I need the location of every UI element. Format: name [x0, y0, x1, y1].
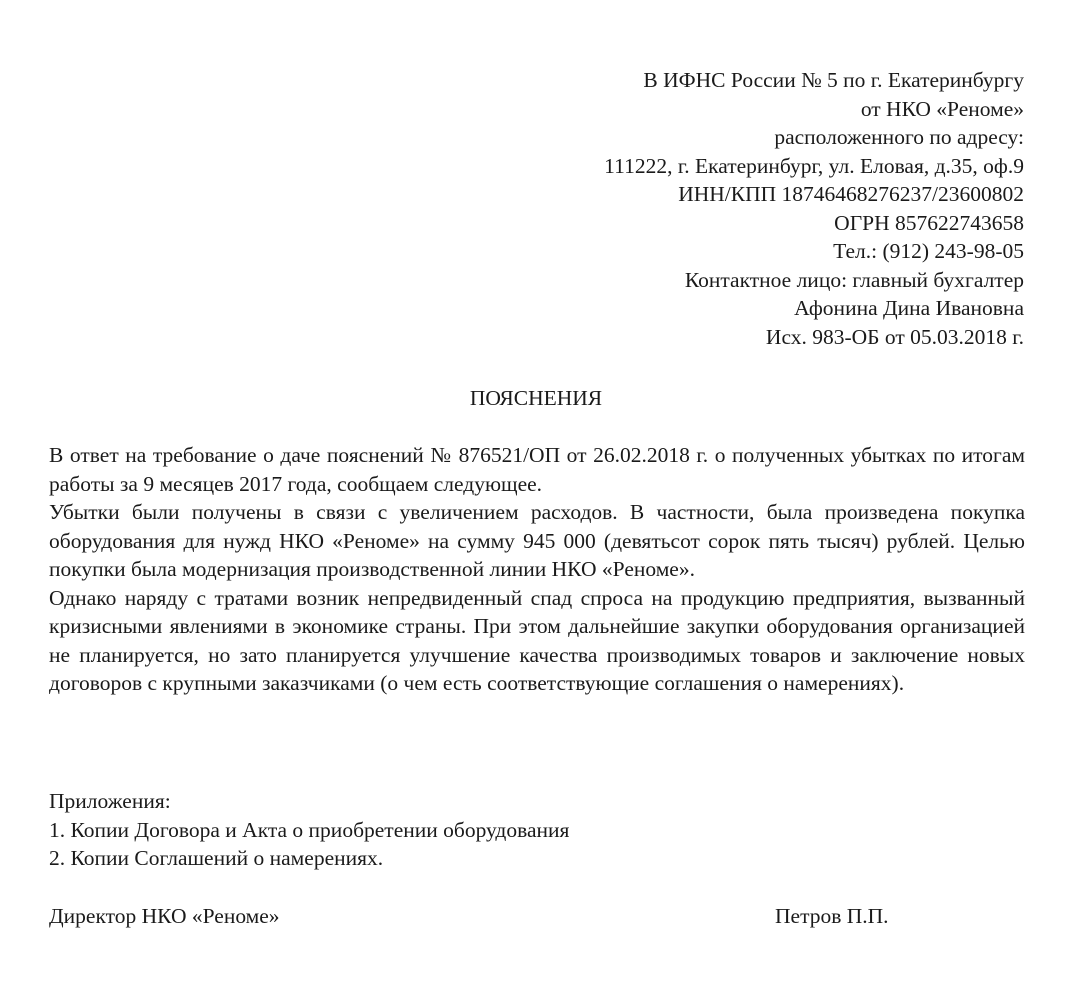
addressee-line-contact-name: Афонина Дина Ивановна — [794, 296, 1024, 320]
addressee-line-sender: от НКО «Реноме» — [860, 96, 1024, 121]
addressee-line-contact-role: Контактное лицо: главный бухгалтер — [684, 267, 1024, 292]
addressee-line-phone: Тел.: (912) 243-98-05 — [833, 239, 1024, 263]
signatory-position: Директор НКО «Реноме» — [49, 904, 280, 928]
document-title: ПОЯСНЕНИЯ — [469, 386, 603, 410]
body-paragraph: Однако наряду с тратами возник непредвиденный спад спроса на продукцию предприятия, вызванный кризисными явлениями в экономике страны. При этом дальнейшие закупки оборудования организацией не планируется, но зато планируется улучшение качества производимых товаров и заключение новых договоров с крупными заказчиками (о чем есть соответствующие соглашения о намерениях). — [49, 585, 1025, 695]
addressee-line-address: 111222, г. Екатеринбург, ул. Еловая, д.35, оф.9 — [604, 153, 1024, 178]
attachment-item: 2. Копии Соглашений о намерениях. — [49, 846, 384, 870]
addressee-line-inn-kpp: ИНН/КПП 18746468276237/23600802 — [678, 182, 1024, 206]
body-paragraph: Убытки были получены в связи с увеличением расходов. В частности, была произведена покупка оборудования для нужд НКО «Реноме» на сумму 945 000 (девятьсот сорок пять тысяч) рублей. Целью покупки была модернизация производственной линии НКО «Реноме». — [49, 500, 1025, 581]
signatory-name: Петров П.П. — [775, 904, 889, 928]
body-paragraph: В ответ на требование о даче пояснений № 876521/ОП от 26.02.2018 г. о полученных убытках по итогам работы за 9 месяцев 2017 года, сообщаем следующее. — [49, 443, 1025, 496]
attachment-item: 1. Копии Договора и Акта о приобретении оборудования — [49, 817, 570, 842]
addressee-block — [604, 66, 1024, 351]
addressee-line-outgoing-ref: Исх. 983-ОБ от 05.03.2018 г. — [765, 324, 1024, 349]
document-body — [49, 441, 1025, 698]
attachments-heading: Приложения: — [49, 789, 171, 813]
attachments-block — [49, 787, 569, 873]
addressee-line-ogrn: ОГРН 857622743658 — [834, 210, 1024, 235]
addressee-line-recipient: В ИФНС России № 5 по г. Екатеринбургу — [643, 68, 1024, 92]
addressee-line-address-label: расположенного по адресу: — [774, 125, 1024, 149]
